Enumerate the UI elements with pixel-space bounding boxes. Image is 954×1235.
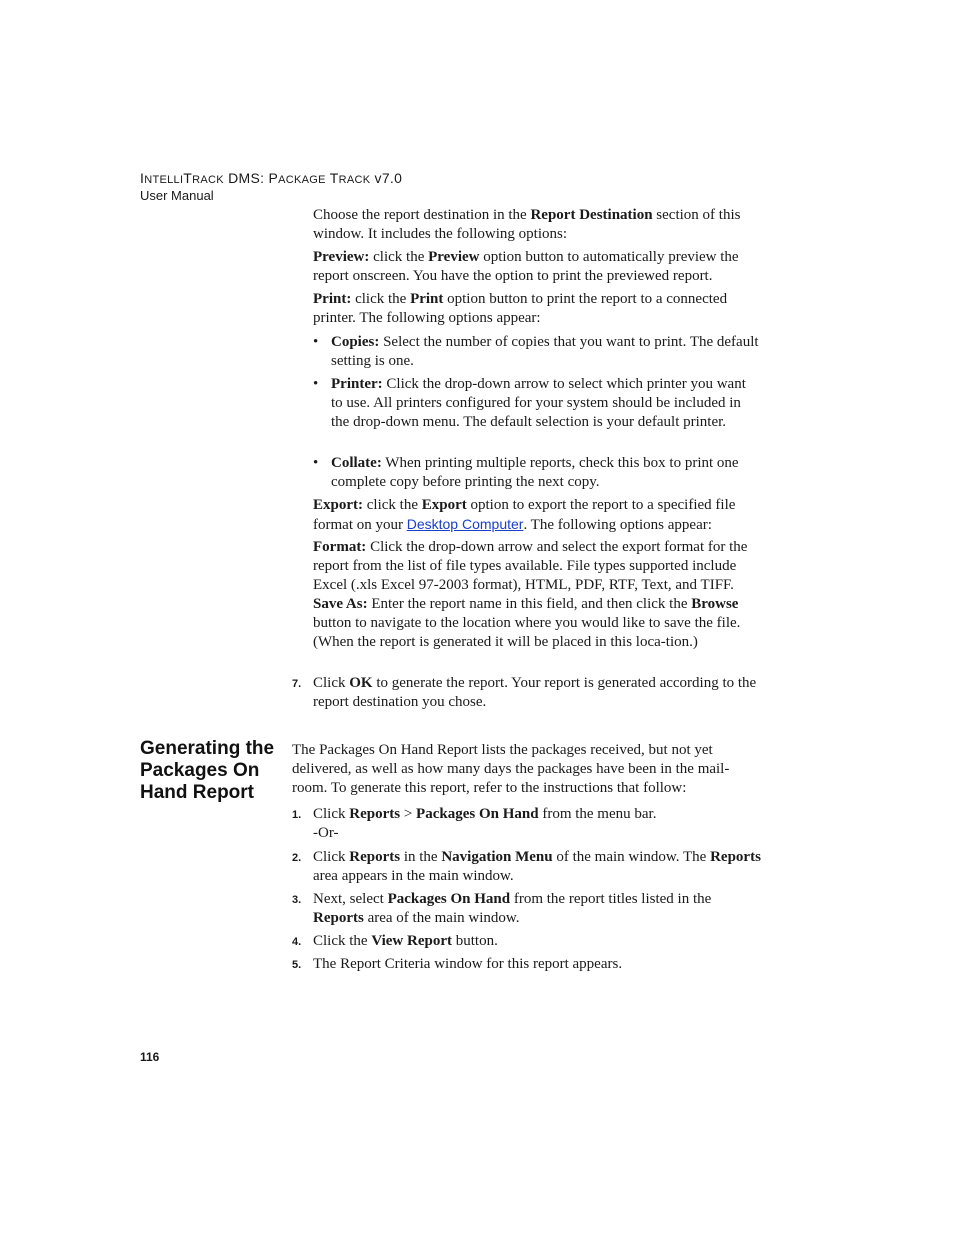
format-paragraph: Format: Click the drop-down arrow and select the export format for the report from the list of file types available. File types supported include Excel (.xls Excel 97-2003 format), HTML, PDF, RTF, Text, and TIFF. Save As: Enter the report name in this field, and then click the Browse button to navigate to the location where you would like to save the file. (When the report is generated it will be placed in this loca-tion.): [313, 539, 748, 650]
running-header-subtitle: User Manual: [140, 188, 214, 203]
report-destination-paragraph: Choose the report destination in the Report Destination section of this window. It includes the following options:: [313, 207, 741, 242]
step-number: 3.: [292, 894, 302, 906]
bullet-marker: •: [313, 455, 319, 471]
preview-paragraph: Preview: click the Preview option button to automatically preview the report onscreen. You have the option to print the previewed report.: [313, 249, 739, 284]
step-number: 4.: [292, 936, 302, 948]
export-paragraph: Export: click the Export option to export the report to a specified file format on your Desktop Computer. The following options appear:: [313, 497, 736, 533]
page-number: 116: [140, 1050, 160, 1064]
bullet-marker: •: [313, 376, 319, 392]
or-separator: -Or-: [313, 825, 339, 841]
section-intro-paragraph: The Packages On Hand Report lists the packages received, but not yet delivered, as well as how many days the packages have been in the mail-room. To generate this report, refer to the instructions that follow:: [292, 742, 730, 796]
bullet-marker: •: [313, 334, 319, 350]
desktop-computer-link[interactable]: Desktop Computer: [406, 516, 524, 532]
print-paragraph: Print: click the Print option button to print the report to a connected printer. The following options appear:: [313, 291, 728, 326]
step-number: 1.: [292, 809, 302, 821]
section-heading: Generating the Packages On Hand Report: [140, 738, 275, 803]
step-number: 7.: [292, 678, 302, 690]
step-number: 2.: [292, 852, 302, 864]
running-header-title: INTELLITRACK DMS: PACKAGE TRACK v7.0: [140, 170, 403, 186]
step-number: 5.: [292, 959, 302, 971]
